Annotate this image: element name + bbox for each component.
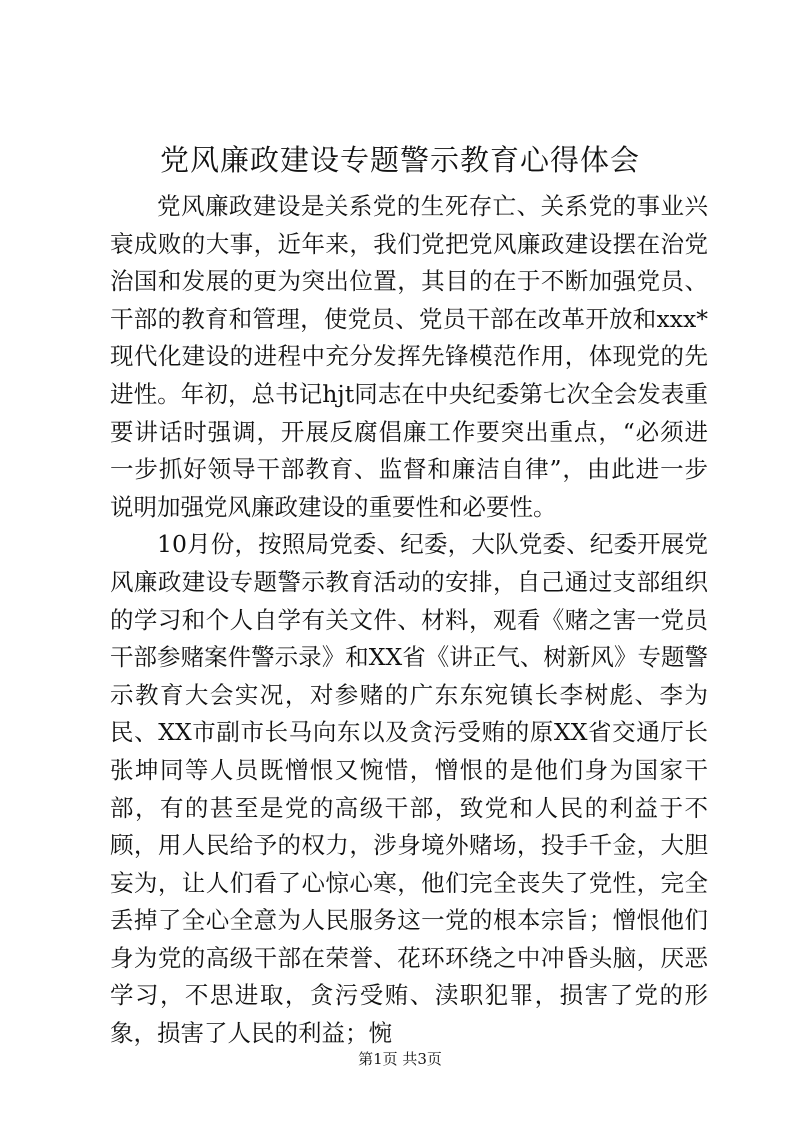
page-footer: 第1页 共3页 bbox=[358, 1050, 442, 1068]
body-paragraph-2: 10月份，按照局党委、纪委，大队党委、纪委开展党风廉政建设专题警示教育活动的安排，自己通过支部组织的学习和个人自学有关文件、材料，观看《赌之害一党员干部参赌案件警示录》和XX省《讲正气、树新风》专题警示教育大会实况，对参赌的广东东宛镇长李树彪、李为民、XX市副市长马向东以及贪污受贿的原XX省交通厅长张坤同等人员既憎恨又惋惜，憎恨的是他们身为国家干部，有的甚至是党的高级干部，致党和人民的利益于不顾，用人民给予的权力，涉身境外赌场，投手千金，大胆妄为，让人们看了心惊心寒，他们完全丧失了党性，完全丢掉了全心全意为人民服务这一党的根本宗旨；憎恨他们身为党的高级干部在荣誉、花环环绕之中冲昏头脑，厌恶学习，不思进取，贪污受贿、渎职犯罪，损害了党的形象，损害了人民的利益；惋 bbox=[110, 530, 708, 1048]
document-title: 党风廉政建设专题警示教育心得体会 bbox=[159, 143, 640, 177]
document-body bbox=[110, 188, 708, 1053]
body-paragraph-1: 党风廉政建设是关系党的生死存亡、关系党的事业兴衰成败的大事，近年来，我们党把党风廉政建设摆在治党治国和发展的更为突出位置，其目的在于不断加强党员、干部的教育和管理，使党员、党员干部在改革开放和xxx*现代化建设的进程中充分发挥先锋模范作用，体现党的先进性。年初，总书记hjt同志在中央纪委第七次全会发表重要讲话时强调，开展反腐倡廉工作要突出重点，“必须进一步抓好领导干部教育、监督和廉洁自律”，由此进一步说明加强党风廉政建设的重要性和必要性。 bbox=[110, 192, 708, 521]
